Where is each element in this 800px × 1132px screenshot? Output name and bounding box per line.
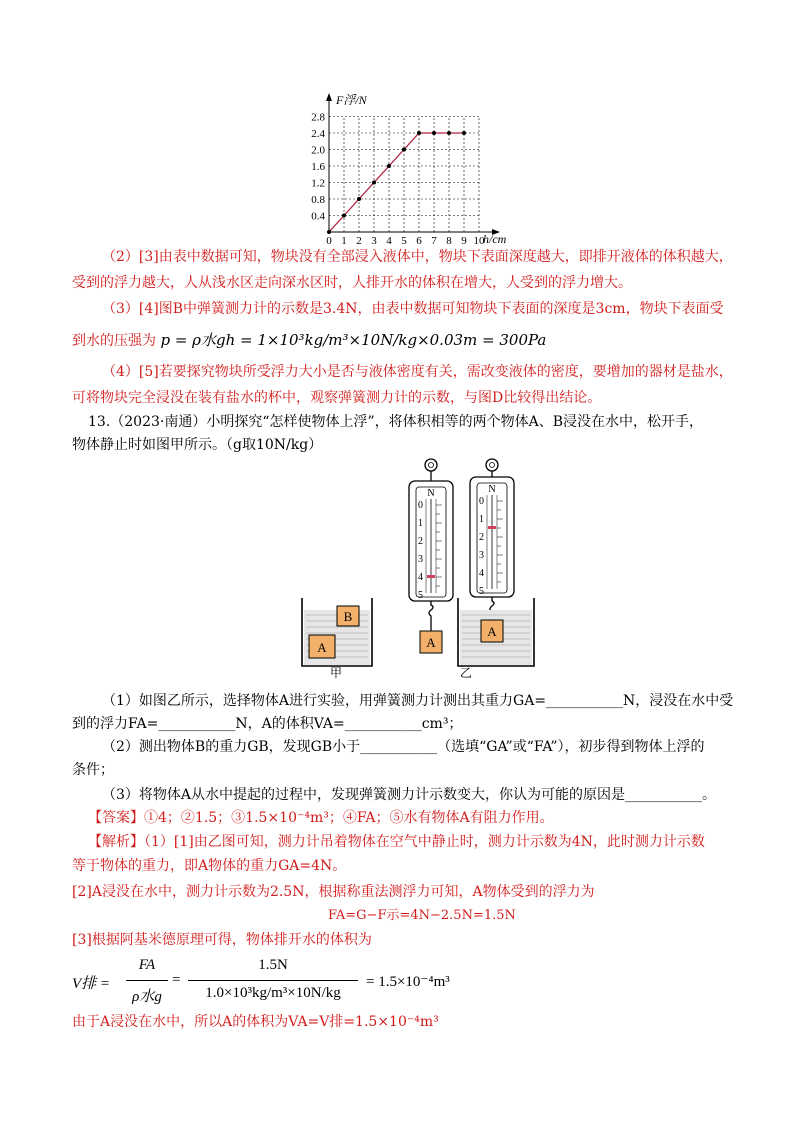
analysis-p4-line2: 可将物块完全浸没在装有盐水的杯中，观察弹簧测力计的示数，与图D比较得出结论。 [72,390,602,406]
y-tick-label: 1.6 [311,161,325,173]
scale1-tick-3: 3 [418,554,423,565]
analysis-p2-line1: （2）[3]由表中数据可知，物块没有全部浸入液体中，物块下表面深度越大，即排开液体的体积越大， [102,249,733,265]
beaker-yi [458,598,534,666]
x-tick-label: 2 [356,235,362,247]
analysis-line3: [2]A浸没在水中，测力计示数为2.5N，根据称重法测浮力可知，A物体受到的浮力为 [72,884,595,900]
analysis-line2: 等于物体的重力，即A物体的重力GA=4N。 [72,858,347,874]
x-tick-label: 5 [401,235,407,247]
volume-denominator: ρ水g [132,989,162,1005]
analysis-p4-line1: （4）[5]若要探究物块所受浮力大小是否与液体密度有关，需改变液体的密度，要增加的器材是盐水， [102,364,733,380]
experiment-figure [296,455,536,683]
data-point [447,131,451,135]
x-tick-label: 10 [473,235,485,247]
analysis-p3-line2 [72,330,546,351]
scale1-unit: N [427,488,435,499]
data-point [372,181,376,185]
scale1-tick-4: 4 [418,572,423,583]
x-tick-label: 9 [461,235,467,247]
graph-x-label: h/cm [483,232,507,246]
scale2-unit: N [488,484,496,495]
scale2-tick-1: 1 [479,514,484,525]
spring-scale-air [409,459,453,653]
x-tick-label: 0 [326,235,332,247]
question13-line2: 物体静止时如图甲所示。（g取10N/kg） [72,437,323,453]
scale2-tick-2: 2 [479,532,484,543]
volume-numerator2: 1.5N [258,957,288,973]
analysis-p3-line1: （3）[4]图B中弹簧测力计的示数是3.4N，由表中数据可知物块下表面的深度是3cm，物块下表面受 [102,301,724,317]
block-a-label-yi: A [487,624,497,639]
data-point [327,230,331,234]
scale2-tick-0: 0 [479,496,484,507]
q2-line1: （2）测出物体B的重力GB，发现GB小于___________（选填“GA”或“FA”），初步得到物体上浮的 [102,739,705,755]
scale1-tick-1: 1 [418,518,423,529]
y-tick-label: 2.4 [311,128,325,140]
scale2-tick-3: 3 [479,550,484,561]
x-tick-label: 7 [431,235,437,247]
pressure-formula: p = ρ水gh = 1×10³kg/m³×10N/kg×0.03m = 300Pa [160,331,547,349]
volume-denominator2: 1.0×10³kg/m³×10N/kg [205,985,341,1001]
volume-formula [72,955,492,1009]
analysis-line1: 【解析】（1）[1]由乙图可知，测力计吊着物体在空气中静止时，测力计示数为4N，此时测力计示数 [88,834,705,850]
scale1-tick-2: 2 [418,536,423,547]
analysis-p3-prefix: 到水的压强为 [72,333,156,349]
answer-line: 【答案】①4；②1.5；③1.5×10⁻⁴m³；④FA；⑤水有物体A有阻力作用。 [88,810,554,826]
buoyancy-depth-graph [300,88,520,248]
data-point [342,214,346,218]
y-tick-label: 2.0 [311,144,325,157]
x-tick-label: 8 [446,235,452,247]
analysis-p2-line2: 受到的浮力越大，人从浅水区走向深水区时，人排开水的体积在增大，人受到的浮力增大。 [72,275,632,291]
spring-scale-water [470,459,514,620]
x-tick-label: 6 [416,235,422,247]
data-point [387,164,391,168]
block-b-label: B [343,609,353,624]
data-point [432,131,436,135]
label-yi: 乙 [459,666,473,680]
beaker-jia [302,598,372,666]
scale2-tick-5: 5 [479,586,484,597]
y-tick-label: 0.8 [311,194,325,206]
x-tick-label: 3 [371,235,377,247]
volume-lhs: V排 = [72,976,111,992]
buoyancy-formula: FA=G−F示=4N−2.5N=1.5N [328,908,516,923]
volume-result: = 1.5×10⁻⁴m³ [366,974,450,990]
q1-line2: 到的浮力FA=___________N，A的体积VA=___________cm³； [72,716,463,732]
volume-eq: = [172,972,181,988]
y-tick-label: 0.4 [311,210,325,223]
x-tick-label: 1 [341,235,347,247]
volume-numerator: FA [138,957,156,973]
analysis-line5: 由于A浸没在水中，所以A的体积为VA=V排=1.5×10⁻⁴m³ [72,1014,439,1030]
q3-line1: （3）将物体A从水中提起的过程中，发现弹簧测力计示数变大，你认为可能的原因是___________。 [102,787,717,803]
data-point [462,131,466,135]
data-point [402,148,406,152]
graph-y-label: F浮/N [336,93,367,107]
data-point [417,131,421,135]
analysis-line4: [3]根据阿基米德原理可得，物体排开水的体积为 [72,932,372,948]
y-tick-label: 2.8 [311,111,325,124]
scale1-tick-5: 5 [418,590,423,601]
y-tick-label: 1.2 [311,177,325,190]
data-point [357,197,361,201]
scale1-tick-0: 0 [418,500,423,511]
label-jia: 甲 [329,666,343,680]
q2-line2: 条件； [72,762,114,778]
block-a-label-air: A [426,635,436,650]
scale2-tick-4: 4 [479,568,484,579]
block-a-label-jia: A [317,640,327,655]
question13-line1: 13.（2023·南通）小明探究“怎样使物体上浮”，将体积相等的两个物体A、B浸没在水中，松开手， [88,414,704,430]
x-tick-label: 4 [386,235,392,247]
q1-line1: （1）如图乙所示，选择物体A进行实验，用弹簧测力计测出其重力GA=___________N，浸没在水中受 [102,693,734,709]
